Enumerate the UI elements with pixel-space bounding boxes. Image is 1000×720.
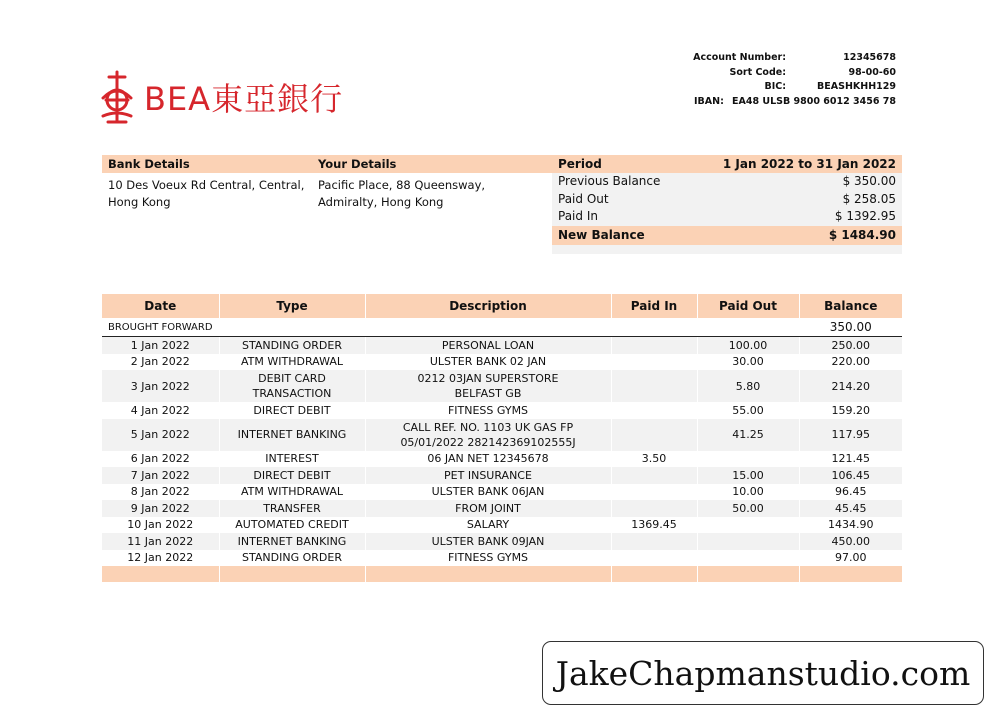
col-paid-in-header: Paid In bbox=[611, 294, 697, 318]
new-balance-row bbox=[552, 226, 902, 245]
period-label: Period bbox=[558, 157, 602, 171]
date-cell: 4 Jan 2022 bbox=[102, 402, 219, 419]
summary-rows bbox=[552, 173, 902, 226]
bank-name: BEA東亞銀行 bbox=[144, 80, 344, 118]
type-cell: STANDING ORDER bbox=[219, 550, 365, 567]
date-cell: 8 Jan 2022 bbox=[102, 484, 219, 501]
sort-code-value: 98-00-60 bbox=[848, 66, 896, 78]
table-row bbox=[102, 467, 902, 484]
table-row bbox=[102, 484, 902, 501]
table-row bbox=[102, 517, 902, 534]
paid-out-cell: 41.25 bbox=[697, 419, 799, 451]
paid-in-cell: 1369.45 bbox=[611, 517, 697, 534]
paid-out-value: $ 258.05 bbox=[842, 191, 896, 206]
bic-value: BEASHKHH129 bbox=[817, 81, 896, 92]
paid-out-cell: 15.00 bbox=[697, 467, 799, 484]
balance-cell: 220.00 bbox=[831, 355, 870, 369]
table-row bbox=[102, 337, 902, 354]
transactions-table bbox=[102, 294, 902, 582]
sort-code-row bbox=[680, 67, 898, 82]
description-cell: PERSONAL LOAN bbox=[365, 337, 611, 354]
brought-forward-row bbox=[102, 318, 902, 337]
balance-cell: 96.45 bbox=[835, 485, 867, 499]
period-summary bbox=[552, 155, 902, 254]
summary-footer-strip bbox=[552, 245, 902, 254]
paid-out-cell bbox=[697, 451, 799, 468]
col-paid-out-header: Paid Out bbox=[697, 294, 799, 318]
period-header bbox=[552, 155, 902, 173]
table-row bbox=[102, 419, 902, 451]
paid-out-row bbox=[552, 191, 902, 209]
bank-details-header: Bank Details bbox=[102, 155, 312, 173]
iban-row bbox=[680, 96, 898, 111]
footer-cell bbox=[697, 566, 799, 582]
balance-cell: 214.20 bbox=[799, 370, 902, 402]
bank-logo bbox=[100, 70, 343, 124]
paid-out-cell: 55.00 bbox=[697, 402, 799, 419]
table-header-row bbox=[102, 294, 902, 318]
description-cell: ULSTER BANK 09JAN bbox=[365, 533, 611, 550]
date-cell: 10 Jan 2022 bbox=[102, 517, 219, 534]
brought-forward-balance: 350.00 bbox=[799, 318, 902, 337]
paid-in-cell bbox=[611, 419, 697, 451]
balance-cell: 121.45 bbox=[831, 452, 870, 466]
paid-out-cell: 100.00 bbox=[697, 337, 799, 354]
bic-label: BIC: bbox=[764, 81, 786, 92]
date-cell: 11 Jan 2022 bbox=[102, 533, 219, 550]
type-cell: INTERNET BANKING bbox=[219, 419, 365, 451]
balance-cell: 45.45 bbox=[799, 500, 902, 517]
col-balance-header: Balance bbox=[799, 294, 902, 318]
table-row bbox=[102, 550, 902, 567]
footer-cell bbox=[799, 566, 902, 582]
description-cell: FITNESS GYMS bbox=[365, 550, 611, 567]
col-type-header: Type bbox=[219, 294, 365, 318]
type-cell: ATM WITHDRAWAL bbox=[219, 354, 365, 371]
bea-emblem-icon bbox=[100, 70, 134, 124]
paid-in-cell bbox=[611, 484, 697, 501]
paid-in-row bbox=[552, 208, 902, 226]
date-cell: 6 Jan 2022 bbox=[102, 451, 219, 468]
col-description-header: Description bbox=[365, 294, 611, 318]
account-number-value: 12345678 bbox=[843, 52, 896, 63]
bic-row bbox=[680, 81, 898, 96]
date-cell: 3 Jan 2022 bbox=[102, 370, 219, 402]
paid-in-cell bbox=[611, 467, 697, 484]
paid-in-cell bbox=[611, 500, 697, 517]
paid-in-cell bbox=[611, 354, 697, 371]
description-cell: 06 JAN NET 12345678 bbox=[365, 451, 611, 468]
table-row bbox=[102, 533, 902, 550]
description-cell: FITNESS GYMS bbox=[365, 402, 611, 419]
paid-out-cell: 5.80 bbox=[697, 370, 799, 402]
table-row bbox=[102, 354, 902, 371]
bank-details bbox=[102, 155, 312, 215]
description-cell: CALL REF. NO. 1103 UK GAS FP 05/01/2022 282142369102555J bbox=[365, 419, 611, 451]
brought-forward-label: BROUGHT FORWARD bbox=[102, 318, 799, 337]
description-cell: PET INSURANCE bbox=[365, 467, 611, 484]
description-cell: ULSTER BANK 06JAN bbox=[365, 484, 611, 501]
account-number-row bbox=[680, 52, 898, 67]
paid-in-label: Paid In bbox=[558, 209, 598, 223]
new-balance-label: New Balance bbox=[558, 227, 645, 242]
type-cell: INTERNET BANKING bbox=[219, 533, 365, 550]
date-cell: 9 Jan 2022 bbox=[102, 500, 219, 517]
previous-balance-label: Previous Balance bbox=[558, 174, 661, 188]
new-balance-value: $ 1484.90 bbox=[828, 227, 896, 242]
balance-cell: 117.95 bbox=[799, 419, 902, 451]
paid-in-value: $ 1392.95 bbox=[834, 209, 896, 223]
paid-out-cell: 10.00 bbox=[697, 484, 799, 501]
your-address: Pacific Place, 88 Queensway, Admiralty, Hong Kong bbox=[318, 178, 486, 209]
date-cell: 2 Jan 2022 bbox=[102, 354, 219, 371]
type-cell: DEBIT CARD TRANSACTION bbox=[219, 370, 365, 402]
description-cell: 0212 03JAN SUPERSTORE BELFAST GB bbox=[365, 370, 611, 402]
table-row bbox=[102, 370, 902, 402]
previous-balance-value: $ 350.00 bbox=[842, 174, 896, 188]
previous-balance-row bbox=[552, 173, 902, 191]
table-row bbox=[102, 500, 902, 517]
paid-in-cell bbox=[611, 337, 697, 354]
your-details bbox=[312, 155, 552, 215]
paid-in-cell: 3.50 bbox=[611, 451, 697, 468]
paid-in-cell bbox=[611, 370, 697, 402]
description-cell: SALARY bbox=[365, 517, 611, 534]
type-cell: ATM WITHDRAWAL bbox=[219, 484, 365, 501]
period-range: 1 Jan 2022 to 31 Jan 2022 bbox=[722, 157, 896, 171]
table-row bbox=[102, 451, 902, 468]
paid-out-cell: 30.00 bbox=[697, 354, 799, 371]
paid-out-label: Paid Out bbox=[558, 191, 609, 206]
footer-cell bbox=[365, 566, 611, 582]
description-cell: FROM JOINT bbox=[365, 500, 611, 517]
type-cell: DIRECT DEBIT bbox=[219, 402, 365, 419]
footer-cell bbox=[102, 566, 219, 582]
paid-in-cell bbox=[611, 402, 697, 419]
date-cell: 1 Jan 2022 bbox=[102, 337, 219, 354]
paid-in-cell bbox=[611, 550, 697, 567]
watermark: JakeChapmanstudio.com bbox=[542, 641, 984, 705]
paid-out-cell: 50.00 bbox=[697, 500, 799, 517]
paid-out-cell bbox=[697, 533, 799, 550]
account-number-label: Account Number: bbox=[693, 52, 786, 63]
balance-cell: 159.20 bbox=[831, 403, 870, 417]
type-cell: STANDING ORDER bbox=[219, 337, 365, 354]
paid-out-cell bbox=[697, 517, 799, 534]
type-cell: DIRECT DEBIT bbox=[219, 467, 365, 484]
table-footer-row bbox=[102, 566, 902, 582]
type-cell: TRANSFER bbox=[219, 500, 365, 517]
balance-cell: 1434.90 bbox=[828, 518, 874, 532]
balance-cell: 450.00 bbox=[799, 533, 902, 550]
footer-cell bbox=[611, 566, 697, 582]
date-cell: 7 Jan 2022 bbox=[102, 467, 219, 484]
type-cell: AUTOMATED CREDIT bbox=[219, 517, 365, 534]
bank-address: 10 Des Voeux Rd Central, Central, Hong Kong bbox=[108, 178, 305, 209]
paid-out-cell bbox=[697, 550, 799, 567]
your-details-header: Your Details bbox=[312, 155, 552, 173]
sort-code-label: Sort Code: bbox=[729, 66, 786, 78]
date-cell: 12 Jan 2022 bbox=[102, 550, 219, 567]
iban-value: EA48 ULSB 9800 6012 3456 78 bbox=[732, 95, 896, 107]
col-date-header: Date bbox=[102, 294, 219, 318]
footer-cell bbox=[219, 566, 365, 582]
table-row bbox=[102, 402, 902, 419]
date-cell: 5 Jan 2022 bbox=[102, 419, 219, 451]
account-info bbox=[680, 52, 898, 110]
description-cell: ULSTER BANK 02 JAN bbox=[365, 354, 611, 371]
type-cell: INTEREST bbox=[219, 451, 365, 468]
iban-label: IBAN: bbox=[694, 95, 724, 107]
paid-in-cell bbox=[611, 533, 697, 550]
balance-cell: 106.45 bbox=[799, 467, 902, 484]
balance-cell: 97.00 bbox=[835, 551, 867, 565]
balance-cell: 250.00 bbox=[799, 337, 902, 354]
